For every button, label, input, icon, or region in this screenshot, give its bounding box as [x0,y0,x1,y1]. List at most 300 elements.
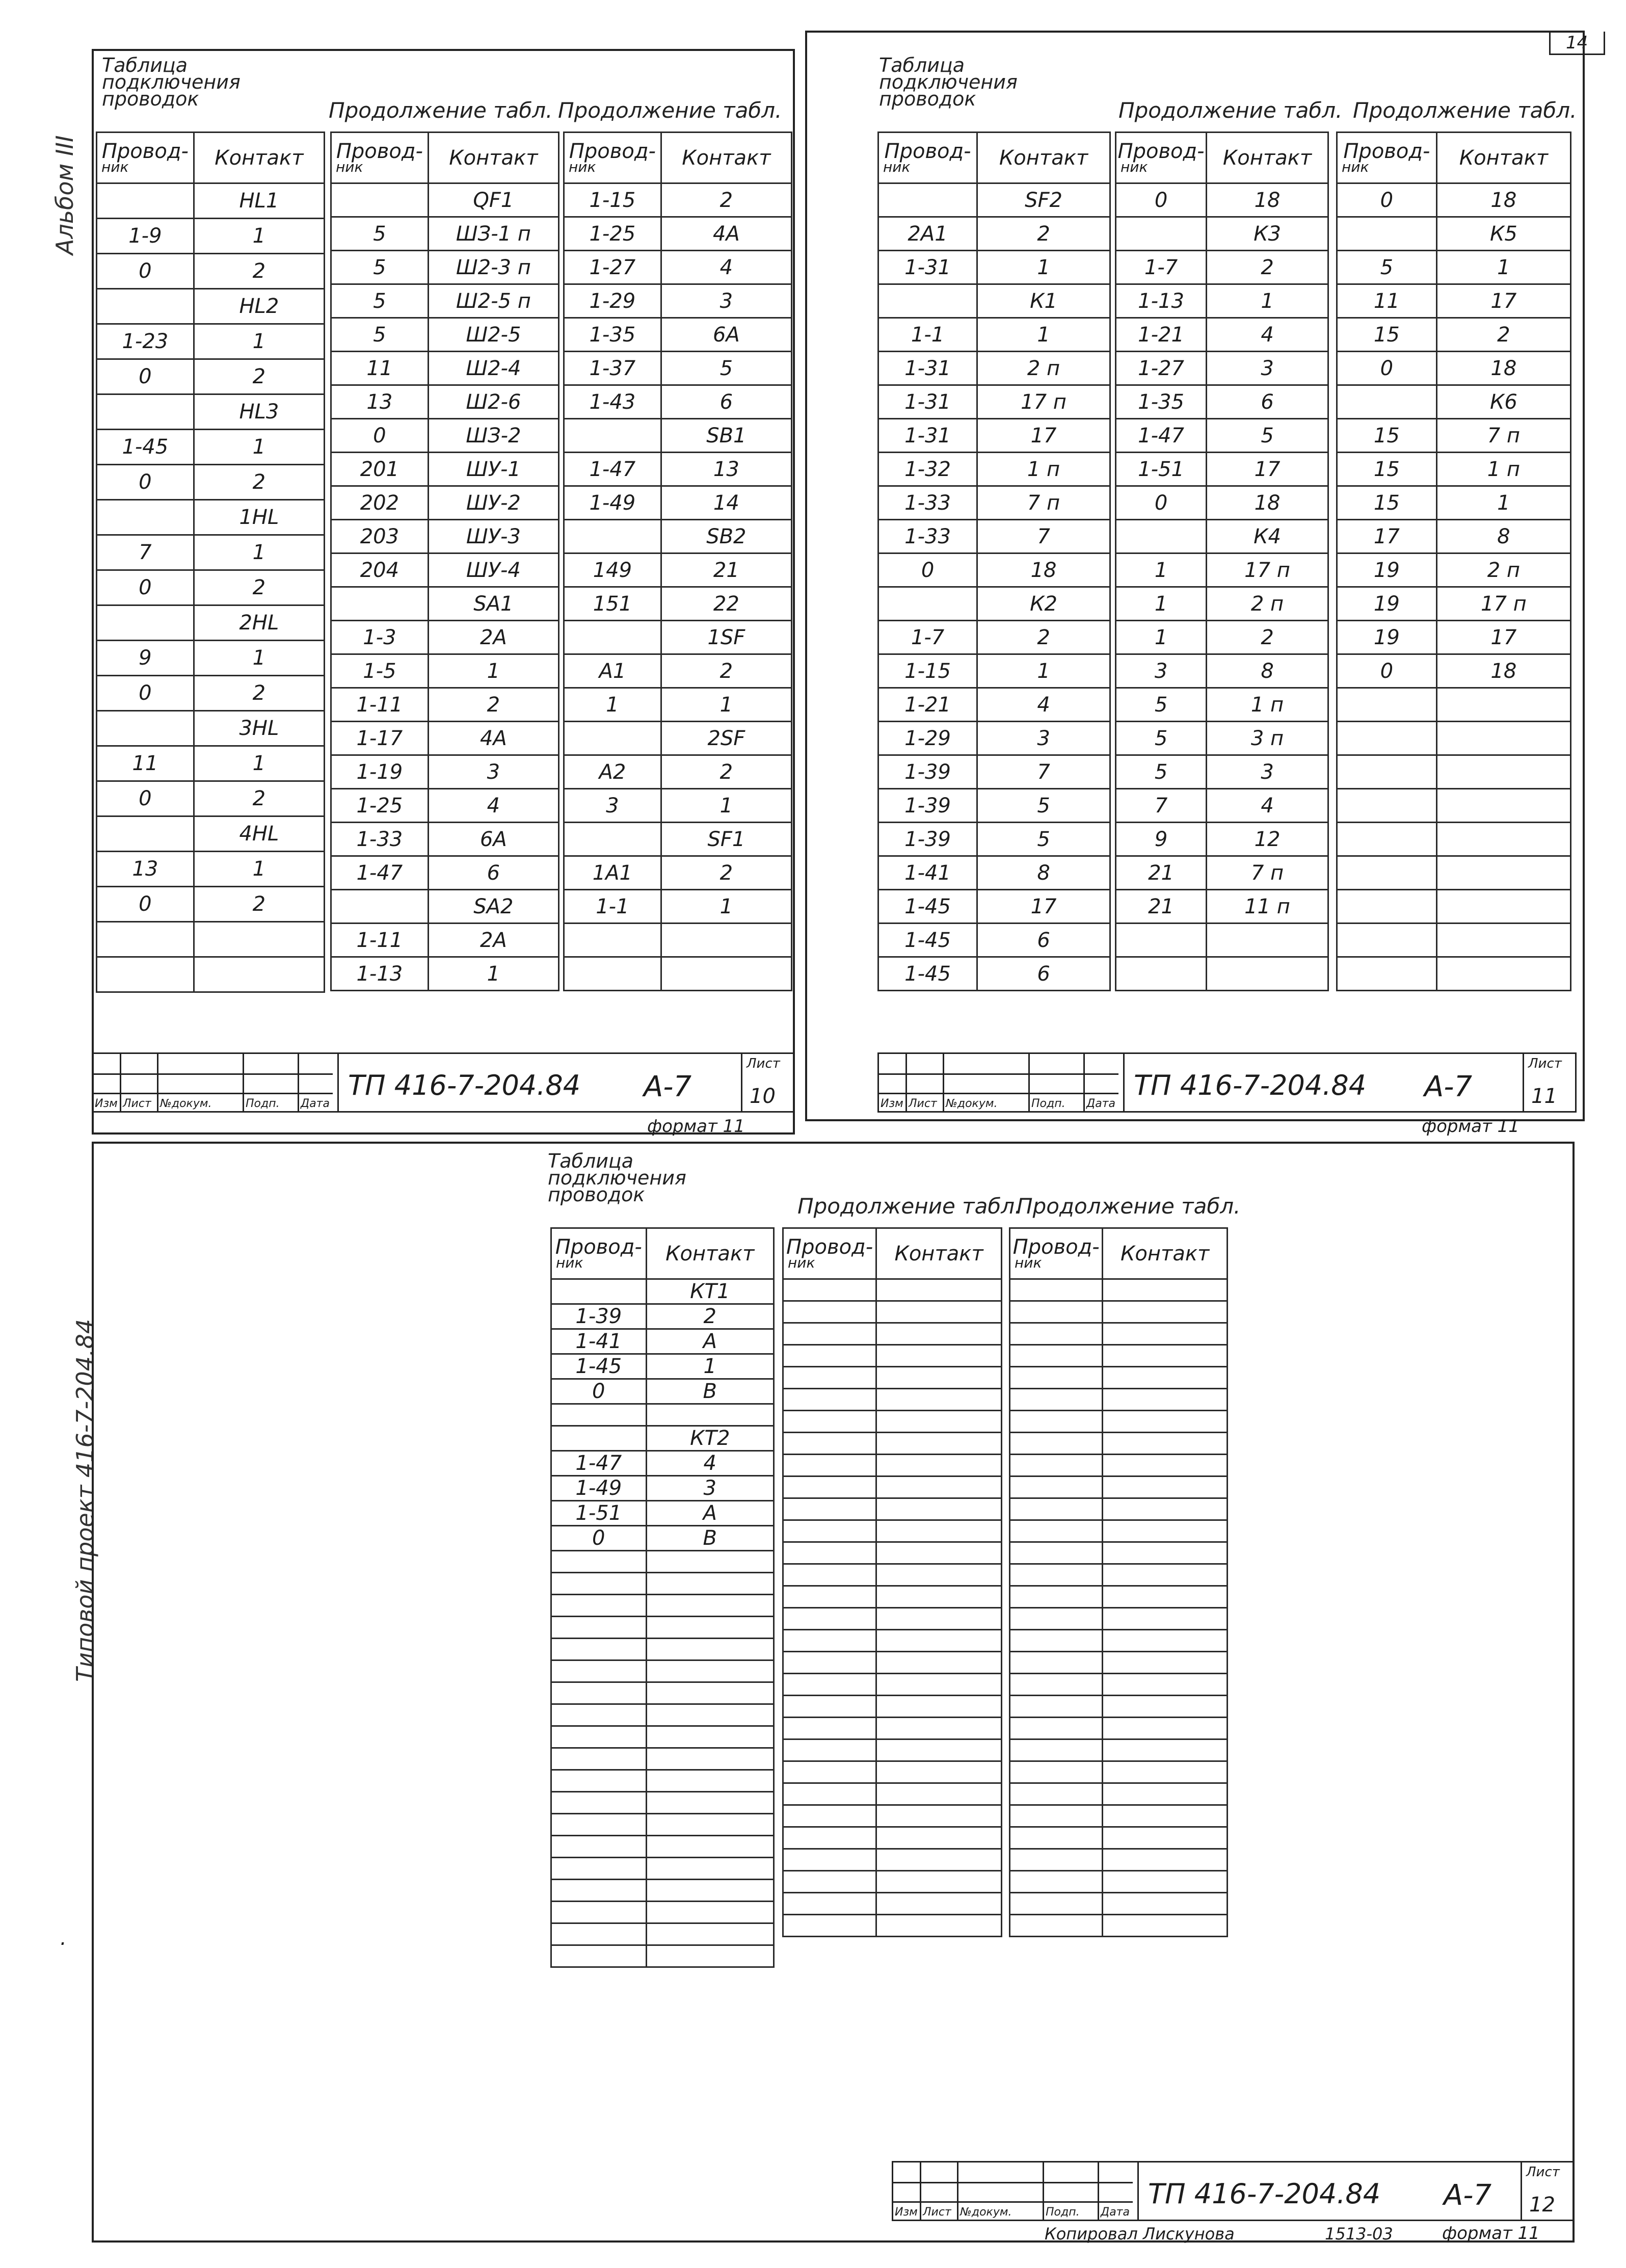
wire-cell: 5 [331,217,429,251]
title-block-s10 [92,1052,795,1113]
wire-cell: 15 [1337,453,1437,486]
contact-cell: К5 [1436,217,1570,251]
contact-cell [646,1836,774,1858]
album-label: Альбом III [51,135,78,255]
table-row [564,621,792,654]
contact-cell: 6 [977,957,1110,991]
order-number: 1513-03 [1325,2224,1393,2244]
table-row [551,1814,774,1836]
table-row [97,535,325,570]
contact-cell: 2 [194,676,324,711]
wire-cell: 17 [1337,520,1437,553]
contact-cell: 14 [661,486,791,520]
contact-cell: 1 [661,890,791,924]
table-row [331,688,559,722]
table-row [1116,486,1328,520]
table-title: Таблица подключения проводок [548,1150,686,1206]
contact-cell: 1 [1436,251,1570,284]
wire-cell: 1-39 [551,1304,647,1329]
contact-cell [661,957,791,991]
table-row [783,1849,1002,1871]
table-row [97,887,325,922]
table-row [331,251,559,284]
contact-cell [1103,1739,1228,1761]
wire-cell [331,183,429,217]
table-row [1010,1718,1228,1739]
table-row [1010,1411,1228,1433]
wire-cell: 1-39 [878,755,977,789]
table-row [783,1520,1002,1542]
contact-cell: 4 [661,251,791,284]
table-row [97,430,325,465]
table-row [331,755,559,789]
contact-cell [646,1682,774,1704]
contact-cell: 1 [661,688,791,722]
wire-cell: 151 [564,587,661,621]
contact-cell: 2 [661,755,791,789]
table-row [783,1652,1002,1674]
contact-cell: 17 [1207,453,1328,486]
table-row [878,823,1110,856]
table-row [1337,453,1571,486]
table-row [1337,856,1571,890]
wire-cell: 1-47 [1116,419,1207,453]
stamp-label: Изм [895,2206,918,2219]
contact-cell: 2 [1207,251,1328,284]
wire-cell: А2 [564,755,661,789]
wire-cell [551,1551,647,1573]
table-row [1010,1849,1228,1871]
contact-cell [661,924,791,957]
table-row [97,465,325,500]
table-row [783,1301,1002,1323]
wire-cell [551,1639,647,1660]
table-row [1337,284,1571,318]
contact-cell [876,1871,1002,1893]
wire-cell: 1-25 [331,789,429,823]
table-row [878,755,1110,789]
wire-cell [783,1301,876,1323]
table-row [878,587,1110,621]
contact-cell: К2 [977,587,1110,621]
contact-cell: К6 [1436,385,1570,419]
document-number: ТП 416-7-204.84 [348,1069,581,1101]
wire-cell [564,924,661,957]
table-row [97,570,325,605]
contact-cell: 1 [194,641,324,676]
table-row [564,688,792,722]
wire-cell: 0 [97,887,194,922]
contact-cell: 1 [1436,486,1570,520]
table-row [878,621,1110,654]
contact-cell [1436,856,1570,890]
wire-cell: 1-45 [878,890,977,924]
table-row [783,1893,1002,1915]
table-row [1337,890,1571,924]
table-row [331,890,559,924]
table-row [1116,352,1328,385]
contact-cell [646,1792,774,1814]
contact-cell [646,1595,774,1617]
table-row [1116,284,1328,318]
contact-cell: 17 [977,419,1110,453]
table-row [331,621,559,654]
wire-cell [1337,789,1437,823]
contact-cell: 2 [194,887,324,922]
table-row [1116,385,1328,419]
header-contact: Контакт [194,133,324,183]
contact-cell: 2 [194,465,324,500]
wire-cell: 2А1 [878,217,977,251]
contact-cell [876,1411,1002,1433]
contact-cell: 2 п [977,352,1110,385]
contact-cell: SF1 [661,823,791,856]
wire-cell [551,1682,647,1704]
table-row [783,1542,1002,1564]
table-row [1116,587,1328,621]
wire-cell [783,1739,876,1761]
contact-cell: Ш2-4 [428,352,558,385]
table-row [783,1455,1002,1476]
contact-cell [1436,823,1570,856]
wire-cell [1337,957,1437,991]
contact-cell [1436,688,1570,722]
wire-cell: 1А1 [564,856,661,890]
wire-cell: 15 [1337,486,1437,520]
contact-cell: 6 [1207,385,1328,419]
wire-cell: 1-39 [878,789,977,823]
wire-cell [783,1323,876,1345]
wire-cell [551,1923,647,1945]
contact-cell [876,1630,1002,1652]
table-row [551,1404,774,1426]
wire-cell: 13 [97,852,194,887]
wire-cell [1337,890,1437,924]
table-row [1116,722,1328,755]
contact-cell: 3HL [194,711,324,746]
continuation-title: Продолжение табл. [558,98,782,123]
contact-cell [646,1639,774,1660]
contact-cell: 18 [977,553,1110,587]
header-wire-sub: ник [336,158,363,175]
contact-cell: 6 [428,856,558,890]
wire-cell: 15 [1337,419,1437,453]
contact-cell: 1 [977,251,1110,284]
wire-cell: 15 [1337,318,1437,352]
table-row [1116,453,1328,486]
wire-cell: 1 [1116,587,1207,621]
contact-cell [876,1827,1002,1849]
contact-cell [1103,1542,1228,1564]
contact-cell [646,1551,774,1573]
contact-cell: 2 [661,654,791,688]
contact-cell: 17 [977,890,1110,924]
wire-cell [1010,1696,1103,1718]
contact-cell: 2 п [1436,553,1570,587]
contact-cell: 3 [428,755,558,789]
header-wire-sub: ник [1121,158,1148,175]
contact-cell: 2 [194,359,324,394]
wire-cell: 21 [1116,890,1207,924]
table-row [1337,688,1571,722]
contact-cell [1436,789,1570,823]
contact-cell [1103,1279,1228,1301]
wire-cell [1010,1871,1103,1893]
wire-cell [1337,755,1437,789]
table-row [1010,1739,1228,1761]
table-row [878,385,1110,419]
table-row [783,1696,1002,1718]
table-row [564,789,792,823]
contact-cell [876,1476,1002,1498]
table-row [783,1389,1002,1411]
table-row [878,520,1110,553]
wiring-table-s10-part1 [96,131,325,993]
contact-cell [1103,1345,1228,1367]
continuation-title: Продолжение табл. [1353,98,1577,123]
sheet-number: 11 [1531,1085,1557,1108]
wire-cell: А1 [564,654,661,688]
contact-cell [646,1573,774,1595]
table-row [331,957,559,991]
contact-cell [1103,1564,1228,1586]
contact-cell [646,1748,774,1770]
table-row [1337,587,1571,621]
table-row [551,1501,774,1526]
header-wire-sub: ник [883,158,911,175]
contact-cell: К4 [1207,520,1328,553]
header-contact: Контакт [876,1228,1002,1279]
table-header-row [878,133,1110,183]
table-row [783,1367,1002,1389]
table-row [564,284,792,318]
table-row [1116,755,1328,789]
table-row [551,1704,774,1726]
table-row [878,688,1110,722]
contact-cell [1103,1433,1228,1455]
contact-cell [1436,924,1570,957]
wire-cell [97,957,194,992]
wire-cell: 11 [97,746,194,781]
wire-cell: 1-43 [564,385,661,419]
table-row [1010,1476,1228,1498]
wire-cell: 1-31 [878,251,977,284]
wire-cell: 0 [97,676,194,711]
table-row [331,924,559,957]
wire-cell [783,1520,876,1542]
table-row [1337,924,1571,957]
contact-cell: К1 [977,284,1110,318]
table-row [783,1345,1002,1367]
contact-cell [646,1923,774,1945]
table-row [1337,520,1571,553]
contact-cell: 1 п [1436,453,1570,486]
table-row [1010,1520,1228,1542]
wire-cell [1010,1279,1103,1301]
wire-cell [783,1389,876,1411]
contact-cell: HL1 [194,183,324,219]
table-row [878,251,1110,284]
table-row [97,289,325,324]
wire-cell [783,1455,876,1476]
wire-cell [1010,1652,1103,1674]
wire-cell [878,587,977,621]
contact-cell: 2 [977,621,1110,654]
wire-cell: 203 [331,520,429,553]
contact-cell: 18 [1207,486,1328,520]
table-row [97,500,325,535]
contact-cell [646,1814,774,1836]
contact-cell: HL3 [194,394,324,430]
wire-cell [1010,1542,1103,1564]
contact-cell [876,1696,1002,1718]
wire-cell [783,1279,876,1301]
header-wire-label: Провод- [1117,139,1205,163]
contact-cell: 4А [428,722,558,755]
contact-cell: 1 п [1207,688,1328,722]
contact-cell [876,1783,1002,1805]
wire-cell [783,1718,876,1739]
contact-cell: ШЗ-1 п [428,217,558,251]
contact-cell [876,1586,1002,1608]
contact-cell: 1 [194,852,324,887]
copy-line: Копировал Лискунова [1045,2224,1235,2244]
table-row [551,1660,774,1682]
header-wire-sub: ник [788,1254,815,1271]
contact-cell [876,1323,1002,1345]
table-row [1010,1498,1228,1520]
wire-cell [1010,1345,1103,1367]
contact-cell [1103,1323,1228,1345]
contact-cell: 4 [1207,318,1328,352]
table-row [551,1304,774,1329]
table-row [783,1915,1002,1937]
table-row [783,1498,1002,1520]
table-row [331,722,559,755]
wire-cell: 0 [97,359,194,394]
wire-cell: 1-45 [97,430,194,465]
contact-cell [876,1739,1002,1761]
table-row [551,1451,774,1476]
header-wire [331,133,429,183]
stamp-label: Дата [301,1097,330,1110]
stamp-cells [893,2162,1139,2220]
contact-cell: 1 [1207,284,1328,318]
header-wire [878,133,977,183]
page-number: 14 [1566,33,1588,53]
wire-cell: 1-47 [551,1451,647,1476]
wire-cell: 1-11 [331,688,429,722]
wire-cell [1337,856,1437,890]
table-row [783,1761,1002,1783]
contact-cell: КТ1 [646,1279,774,1304]
table-row [1010,1301,1228,1323]
wire-cell: 3 [564,789,661,823]
wire-cell [1010,1718,1103,1739]
contact-cell [1436,755,1570,789]
contact-cell [1103,1455,1228,1476]
table-row [1337,654,1571,688]
wire-cell: 1-7 [1116,251,1207,284]
table-row [564,486,792,520]
table-row [1116,654,1328,688]
wiring-table-s11-part2 [1115,131,1329,991]
table-row [783,1871,1002,1893]
contact-cell: SA1 [428,587,558,621]
table-row [551,1726,774,1748]
contact-cell: 2 п [1207,587,1328,621]
header-wire [783,1228,876,1279]
contact-cell: 2 [1207,621,1328,654]
wire-cell: 13 [331,385,429,419]
table-row [783,1718,1002,1739]
margin-mark: . [60,1927,67,1950]
header-wire-label: Провод- [884,139,971,163]
table-row [1116,183,1328,217]
table-row [564,654,792,688]
contact-cell [1436,957,1570,991]
contact-cell [876,1674,1002,1696]
contact-cell [646,1617,774,1639]
wire-cell [783,1630,876,1652]
stamp-label: Лист [923,2206,951,2219]
contact-cell [1103,1520,1228,1542]
contact-cell: 7 п [1436,419,1570,453]
contact-cell: ШЗ-2 [428,419,558,453]
wire-cell: 1-1 [878,318,977,352]
table-row [1337,183,1571,217]
wire-cell [1116,520,1207,553]
table-row [783,1805,1002,1827]
table-header-row [331,133,559,183]
wire-cell: 1-11 [331,924,429,957]
stamp-label: Лист [909,1097,937,1110]
contact-cell: 4HL [194,816,324,852]
wire-cell [551,1279,647,1304]
contact-cell: 3 [646,1476,774,1501]
table-row [1010,1630,1228,1652]
table-row [551,1770,774,1792]
table-row [878,217,1110,251]
contact-cell: SA2 [428,890,558,924]
wire-cell: 3 [1116,654,1207,688]
wire-cell [783,1893,876,1915]
header-wire-sub: ник [1342,158,1369,175]
wire-cell [564,419,661,453]
wire-cell: 1-51 [1116,453,1207,486]
contact-cell [646,1404,774,1426]
table-row [331,789,559,823]
wire-cell: 1-27 [1116,352,1207,385]
wire-cell: 1-29 [564,284,661,318]
wire-cell [97,711,194,746]
table-row [564,755,792,789]
contact-cell: 6 [977,924,1110,957]
table-row [97,183,325,219]
wire-cell: 5 [331,318,429,352]
contact-cell: 7 [977,520,1110,553]
contact-cell: SB2 [661,520,791,553]
table-row [331,385,559,419]
table-row [564,352,792,385]
album-code: А-7 [1424,1070,1473,1103]
table-row [97,852,325,887]
table-row [564,890,792,924]
table-row [551,1792,774,1814]
table-row [331,520,559,553]
contact-cell: Ш2-3 п [428,251,558,284]
contact-cell: 4 [1207,789,1328,823]
